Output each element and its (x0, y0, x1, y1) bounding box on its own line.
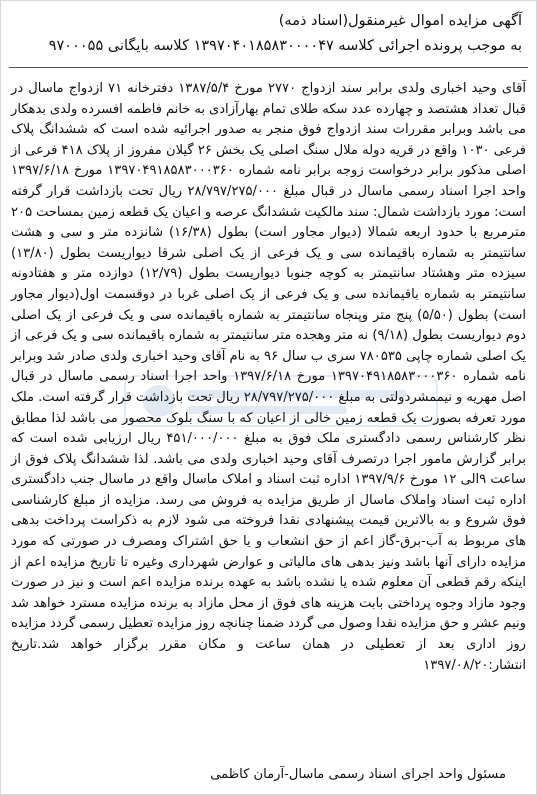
notice-header (17, 9, 522, 59)
notice-title: آگهی مزایده اموال غیرمنقول(اسناد ذمه) (278, 13, 522, 29)
notice-body-paragraph: آقای وحید اخباری ولدی برابر سند ازدواج ۲۷۷۰ مورخ ۱۳۸۷/۵/۴ دفترخانه ۷۱ ازدواج ماسال در قبال تعداد هشتصد و چهارده عدد سکه طلای تمام بهارآزادی به خانم فاطمه افسرده ولدی بدهکار می باشد وبرابر مقررات سند ازدواج فوق منجر به صدور اجرائیه شده است که ششدانگ پلاک فرعی ۱۰۳۰ واقع در قریه دوله ملال سنگ اصلی یک بخش ۲۶ گیلان مفروز از پلاک ۴۱۸ فرعی از اصلی مذکور برابر درخواست زوجه برابر نامه شماره ۱۳۹۷۰۴۹۱۸۵۸۳۰۰۰۳۶۰ مورخ ۱۳۹۷/۶/۱۸ واحد اجرا اسناد رسمی ماسال در قبال مبلغ ۲۸/۷۹۷/۲۷۵/۰۰۰ ریال تحت بازداشت قرار گرفته است: مورد بازداشت شمال: سند مالکیت ششدانگ عرصه و اعیان یک قطعه زمین بمساحت ۲۰۵ مترمربع با حدود اربعه شمالا (دیوار مجاور است) بطول (۱۶/۳۸) شانزده متر و سی و هشت سانتیمتر به شماره باقیمانده سی و یک فرعی از یک اصلی شرقا دیواریست بطول (۱۳/۸۰) سیزده متر وهشتاد سانتیمتر به کوچه جنوبا دیواریست بطول (۱۲/۷۹) دوازده متر و هفتادونه سانتیمتر به شماره باقیمانده سی و یک فرعی از یک اصلی غربا در دوقسمت اول(دیوار مجاور است) بطول (۵/۵۰) پنج متر وپنجاه سانتیمتر به شماره باقیمانده سی و یک فرعی از یک اصلی دوم دیواریست بطول (۹/۱۸) نه متر وهجده متر سانتیمتر به شماره باقیمانده سی و یک فرعی از یک اصلی شماره چاپی ۷۸۰۵۳۵ سری ب سال ۹۶ به نام آقای وحید اخباری ولدی صادر شد وبرابر نامه شماره ۱۳۹۷۰۴۹۱۸۵۸۳۰۰۰۳۶۰ مورخ ۱۳۹۷/۶/۱۸ واحد اجرا اسناد رسمی ماسال در قبال اصل مهریه و نیممشردولتی به مبلغ ۲۸/۷۹۷/۲۷۵/۰۰۰ ریال تحت بازداشت قرار گرفته است. ملک مورد تعرفه بصورت یک قطعه زمین خالی از اعیان که با سنگ بلوک محصور می باشد لذا مطابق نظر کارشناس رسمی دادگستری ملک فوق به مبلغ ۴۵۱/۰۰۰/۰۰۰ ریال ارزیابی شده است که برابر گزارش مامور اجرا درتصرف آقای وحید اخباری ولدی می باشد. لذا ششدانگ پلاک فوق از ساعت ۹الی ۱۲ مورخ ۱۳۹۷/۹/۶ اداره ثبت اسناد و املاک ماسال واقع در ماسال جنب دادگستری اداره ثبت اسناد واملاک ماسال از طریق مزایده به فروش می رسد. مزایده از مبلغ کارشناسی فوق شروع و به بالاترین قیمت پیشنهادی نقدا فروخته می شود لازم به ذکراست پرداخت بدهی های مربوط به آب-برق-گاز اعم از حق انشعاب و یا حق اشتراک ومصرف در صورتی که مورد مزایده دارای آنها باشد ونیز بدهی های مالیاتی و عوارض شهرداری وغیره تا تاریخ مزایده اعم از اینکه رقم قطعی آن معلوم شده یا نشده باشد به عهده برنده مزایده اعم است و نیز در صورت وجود مازاد وجوه پرداختی بابت هزینه های فوق از محل مازاد به برنده مزایده مسترد خواهد شد ونیم عشر و حق مزایده نقدا وصول می گردد ضمنا چنانچه روز مزایده تعطیل رسمی گردد مزایده روز اداری بعد از تعطیلی در همان ساعت و مکان مقرر برگزار خواهد شد.تاریخ انتشار:۱۳۹۷/۰۸/۲۰ (11, 81, 527, 673)
case-reference-line: به موجب پرونده اجرائی کلاسه ۱۳۹۷۰۴۰۱۸۵۸۳۰۰۰۰۴۷ کلاسه بایگانی ۹۷۰۰۰۵۵ (48, 38, 522, 54)
signature-line: مسئول واحد اجرای اسناد رسمی ماسال-آرمان کاظمی (210, 767, 506, 782)
header-divider (9, 67, 528, 68)
